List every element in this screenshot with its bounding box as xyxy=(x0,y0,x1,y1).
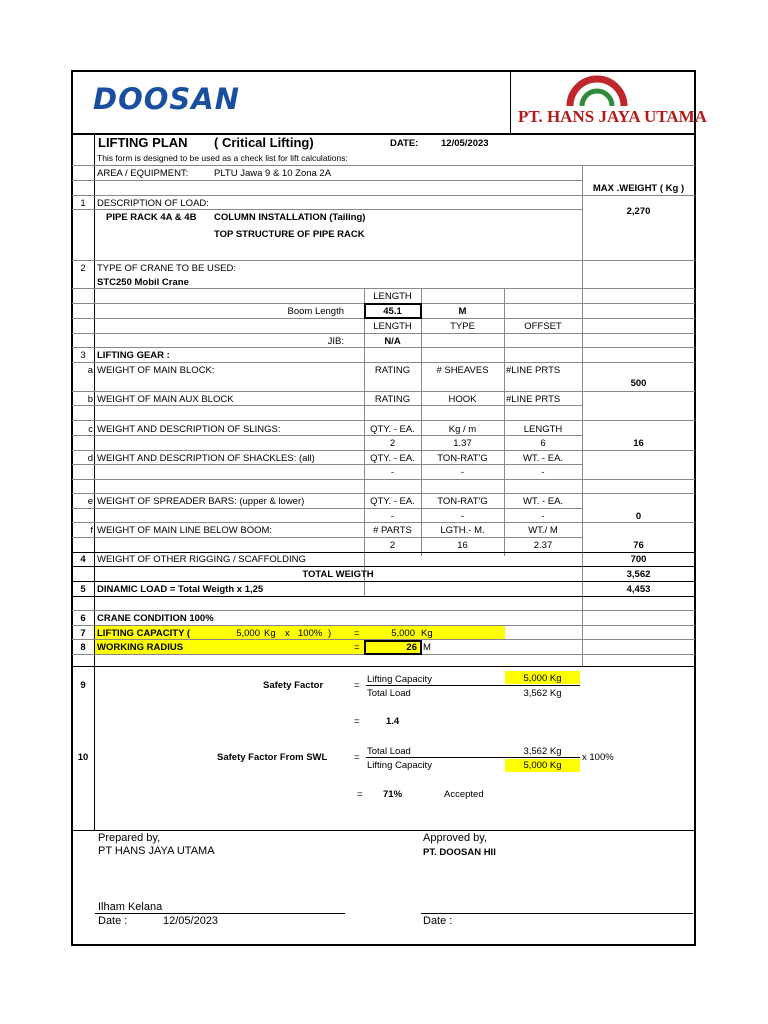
sf-result: 1.4 xyxy=(386,716,400,727)
other-rigging-weight: 700 xyxy=(630,554,647,565)
slings-kgm: 1.37 xyxy=(453,438,472,449)
doosan-logo: DOOSAN xyxy=(93,82,240,116)
main-line-length-header: LGTH.- M. xyxy=(440,525,485,536)
form-title: LIFTING PLAN xyxy=(98,135,188,150)
lifting-capacity-equals: = xyxy=(354,628,360,639)
dynamic-load-value: 4,453 xyxy=(626,584,651,595)
spreader-qty: - xyxy=(390,511,395,522)
hline xyxy=(72,508,582,509)
slings-qty-header: QTY. - EA. xyxy=(370,424,415,435)
max-weight-header: MAX .WEIGHT ( Kg ) xyxy=(592,183,685,194)
lifting-capacity-times: x xyxy=(285,628,290,639)
jib-offset-header: OFFSET xyxy=(524,321,562,332)
sub-letter: b xyxy=(87,394,93,405)
row-number: 4 xyxy=(80,554,86,565)
swl-multiplier: x 100% xyxy=(582,752,614,763)
hline xyxy=(72,180,582,181)
sf-result-equals: = xyxy=(354,716,360,727)
spreader-wt-header: WT. - EA. xyxy=(522,496,564,507)
hline xyxy=(72,522,695,523)
main-block-lineprts: #LINE PRTS xyxy=(506,365,561,376)
row-number: 1 xyxy=(80,198,86,209)
main-line-wtm-header: WT./ M xyxy=(528,525,558,536)
hline xyxy=(72,596,695,597)
shackles-label: WEIGHT AND DESCRIPTION OF SHACKLES: (all) xyxy=(97,453,315,464)
approved-date-label: Date : xyxy=(423,915,453,927)
weight-col-line-lower xyxy=(582,596,583,666)
crane-type-value: STC250 Mobil Crane xyxy=(97,277,189,288)
lifting-capacity-paren: ) xyxy=(328,628,332,639)
main-block-rating: RATING xyxy=(374,365,411,376)
lifting-capacity-base-unit: Kg xyxy=(264,628,276,639)
spreader-rating: - xyxy=(460,511,465,522)
shackles-qty-header: QTY. - EA. xyxy=(370,453,415,464)
spreader-weight: 0 xyxy=(635,511,642,522)
hline-signature-top xyxy=(72,830,695,831)
slings-length: 6 xyxy=(540,438,546,449)
sf-denominator-value: 3,562 Kg xyxy=(523,688,562,699)
row-number: 2 xyxy=(80,263,86,274)
dynamic-load-label: DINAMIC LOAD = Total Weigth x 1,25 xyxy=(97,584,264,595)
row-number: 6 xyxy=(80,613,86,624)
lifting-capacity-percent: 100% xyxy=(298,628,323,639)
main-line-label: WEIGHT OF MAIN LINE BELOW BOOM: xyxy=(97,525,273,536)
form-description: This form is designed to be used as a check list for lift calculations: xyxy=(97,153,348,163)
sf-numerator-label: Lifting Capacity xyxy=(367,674,432,685)
safety-factor-equals: = xyxy=(354,680,360,691)
row-number: 3 xyxy=(80,350,86,361)
aux-block-rating: RATING xyxy=(374,394,411,405)
slings-length-header: LENGTH xyxy=(523,424,563,435)
swl-result-equals: = xyxy=(357,789,363,800)
shackles-rating-header: TON-RAT'G xyxy=(437,453,488,464)
date-value: 12/05/2023 xyxy=(441,138,489,149)
hline xyxy=(72,420,695,421)
frame-bottom xyxy=(71,944,696,946)
spreader-wt: - xyxy=(541,511,545,522)
swl-equals: = xyxy=(354,752,360,763)
shackles-rating: - xyxy=(460,467,465,478)
main-line-weight: 76 xyxy=(633,540,644,551)
description-of-load-label: DESCRIPTION OF LOAD: xyxy=(97,198,209,209)
hline xyxy=(72,260,695,261)
lifting-capacity-unit: Kg xyxy=(421,628,433,639)
hline xyxy=(72,435,582,436)
hline xyxy=(72,566,695,567)
slings-label: WEIGHT AND DESCRIPTION OF SLINGS: xyxy=(97,424,281,435)
sub-letter: d xyxy=(87,453,93,464)
crane-type-label: TYPE OF CRANE TO BE USED: xyxy=(97,263,237,274)
swl-denominator-label: Lifting Capacity xyxy=(367,760,432,771)
hline xyxy=(72,493,695,494)
lifting-capacity-label: LIFTING CAPACITY ( xyxy=(97,628,191,639)
row-number: 7 xyxy=(80,628,86,639)
sf-fraction-bar xyxy=(366,685,580,686)
working-radius-equals: = xyxy=(354,642,360,653)
shackles-wt-header: WT. - EA. xyxy=(522,453,564,464)
hline xyxy=(72,464,582,465)
lifting-capacity-base: 5,000 xyxy=(236,628,260,639)
spreader-bars-label: WEIGHT OF SPREADER BARS: (upper & lower) xyxy=(97,496,305,507)
main-block-label: WEIGHT OF MAIN BLOCK: xyxy=(97,365,215,376)
row-number: 8 xyxy=(80,642,86,653)
row-number: 9 xyxy=(80,680,86,691)
slings-weight: 16 xyxy=(633,438,644,449)
lifting-gear-label: LIFTING GEAR : xyxy=(97,350,170,361)
prepared-signature-line xyxy=(95,913,345,914)
swl-result: 71% xyxy=(383,789,403,800)
spreader-qty-header: QTY. - EA. xyxy=(370,496,415,507)
spreader-rating-header: TON-RAT'G xyxy=(437,496,488,507)
load-item: PIPE RACK 4A & 4B xyxy=(106,212,197,223)
sub-letter: e xyxy=(87,496,93,507)
slings-kgm-header: Kg / m xyxy=(448,424,477,435)
working-radius-value: 26 xyxy=(406,642,417,653)
slings-qty: 2 xyxy=(389,438,396,449)
sub-letter: c xyxy=(88,424,93,435)
hline xyxy=(72,479,695,480)
frame-right xyxy=(694,70,696,946)
hline xyxy=(72,391,695,392)
hline xyxy=(72,195,695,196)
date-label: DATE: xyxy=(390,138,419,149)
load-description-2: TOP STRUCTURE OF PIPE RACK xyxy=(214,229,365,240)
hline xyxy=(72,610,695,611)
hline xyxy=(72,450,695,451)
swl-factor-label: Safety Factor From SWL xyxy=(217,752,328,763)
length-header: LENGTH xyxy=(373,291,412,302)
working-radius-label: WORKING RADIUS xyxy=(97,642,184,653)
approved-by-label: Approved by, xyxy=(423,832,488,844)
header-divider xyxy=(510,71,511,133)
prepared-by-label: Prepared by, xyxy=(98,832,161,844)
row-number: 10 xyxy=(77,752,89,763)
hju-logo: PT. HANS JAYA UTAMA xyxy=(518,107,707,126)
sub-letter: a xyxy=(87,365,93,376)
aux-block-lineprts: #LINE PRTS xyxy=(506,394,561,405)
hline xyxy=(72,552,695,553)
swl-fraction-bar xyxy=(366,757,580,758)
swl-numerator-label: Total Load xyxy=(367,746,411,757)
main-line-parts-header: # PARTS xyxy=(373,525,412,536)
boom-length-unit: M xyxy=(458,306,467,317)
frame-top xyxy=(71,70,696,72)
swl-status: Accepted xyxy=(444,789,484,800)
area-value: PLTU Jawa 9 & 10 Zona 2A xyxy=(214,168,332,179)
prepared-by-name: Ilham Kelana xyxy=(98,901,163,913)
hline xyxy=(72,347,695,348)
main-line-length: 16 xyxy=(457,540,468,551)
form-subtitle: ( Critical Lifting) xyxy=(214,135,314,150)
total-weight-label: TOTAL WEIGTH xyxy=(302,569,374,580)
lifting-capacity-value: 5,000 xyxy=(391,628,415,639)
prepared-by-company: PT HANS JAYA UTAMA xyxy=(98,845,215,857)
hline xyxy=(72,288,695,289)
hline xyxy=(72,165,695,166)
prepared-date-label: Date : xyxy=(98,915,128,927)
boom-length-label: Boom Length xyxy=(287,306,344,317)
sub-letter: f xyxy=(90,525,93,536)
prepared-date-value: 12/05/2023 xyxy=(163,915,219,927)
approved-by-company: PT. DOOSAN HII xyxy=(423,847,496,858)
swl-numerator-value: 3,562 Kg xyxy=(523,746,562,757)
hline xyxy=(72,666,695,667)
hline xyxy=(72,405,582,406)
crane-condition-label: CRANE CONDITION 100% xyxy=(97,613,214,624)
main-block-weight: 500 xyxy=(630,378,647,389)
hline xyxy=(72,362,695,363)
row-number: 5 xyxy=(80,584,86,595)
jib-length-header: LENGTH xyxy=(373,321,412,332)
main-line-parts: 2 xyxy=(389,540,396,551)
hju-arch-icon xyxy=(566,74,628,108)
main-block-sheaves: # SHEAVES xyxy=(436,365,489,376)
total-weight-value: 3,562 xyxy=(626,569,651,580)
sf-numerator-value: 5,000 Kg xyxy=(523,673,562,684)
safety-factor-label: Safety Factor xyxy=(263,680,324,691)
jib-value: N/A xyxy=(384,336,401,347)
aux-block-hook: HOOK xyxy=(448,394,477,405)
shackles-qty: - xyxy=(390,467,395,478)
working-radius-unit: M xyxy=(423,642,431,653)
jib-label: JIB: xyxy=(327,336,344,347)
area-label: AREA / EQUIPMENT: xyxy=(97,168,189,179)
num-col-line xyxy=(94,134,95,830)
boom-length-value: 45.1 xyxy=(383,306,402,317)
main-line-wtm: 2.37 xyxy=(533,540,553,551)
hline xyxy=(72,333,695,334)
hline xyxy=(72,537,582,538)
hline xyxy=(72,209,582,210)
shackles-wt: - xyxy=(541,467,545,478)
other-rigging-label: WEIGHT OF OTHER RIGGING / SCAFFOLDING xyxy=(97,554,306,565)
swl-denominator-value: 5,000 Kg xyxy=(523,760,562,771)
approved-signature-line xyxy=(421,913,693,914)
aux-block-label: WEIGHT OF MAIN AUX BLOCK xyxy=(97,394,234,405)
jib-type-header: TYPE xyxy=(450,321,475,332)
sf-denominator-label: Total Load xyxy=(367,688,411,699)
hline xyxy=(72,581,695,582)
load-weight: 2,270 xyxy=(626,206,651,217)
load-description-1: COLUMN INSTALLATION (Tailing) xyxy=(214,212,366,223)
